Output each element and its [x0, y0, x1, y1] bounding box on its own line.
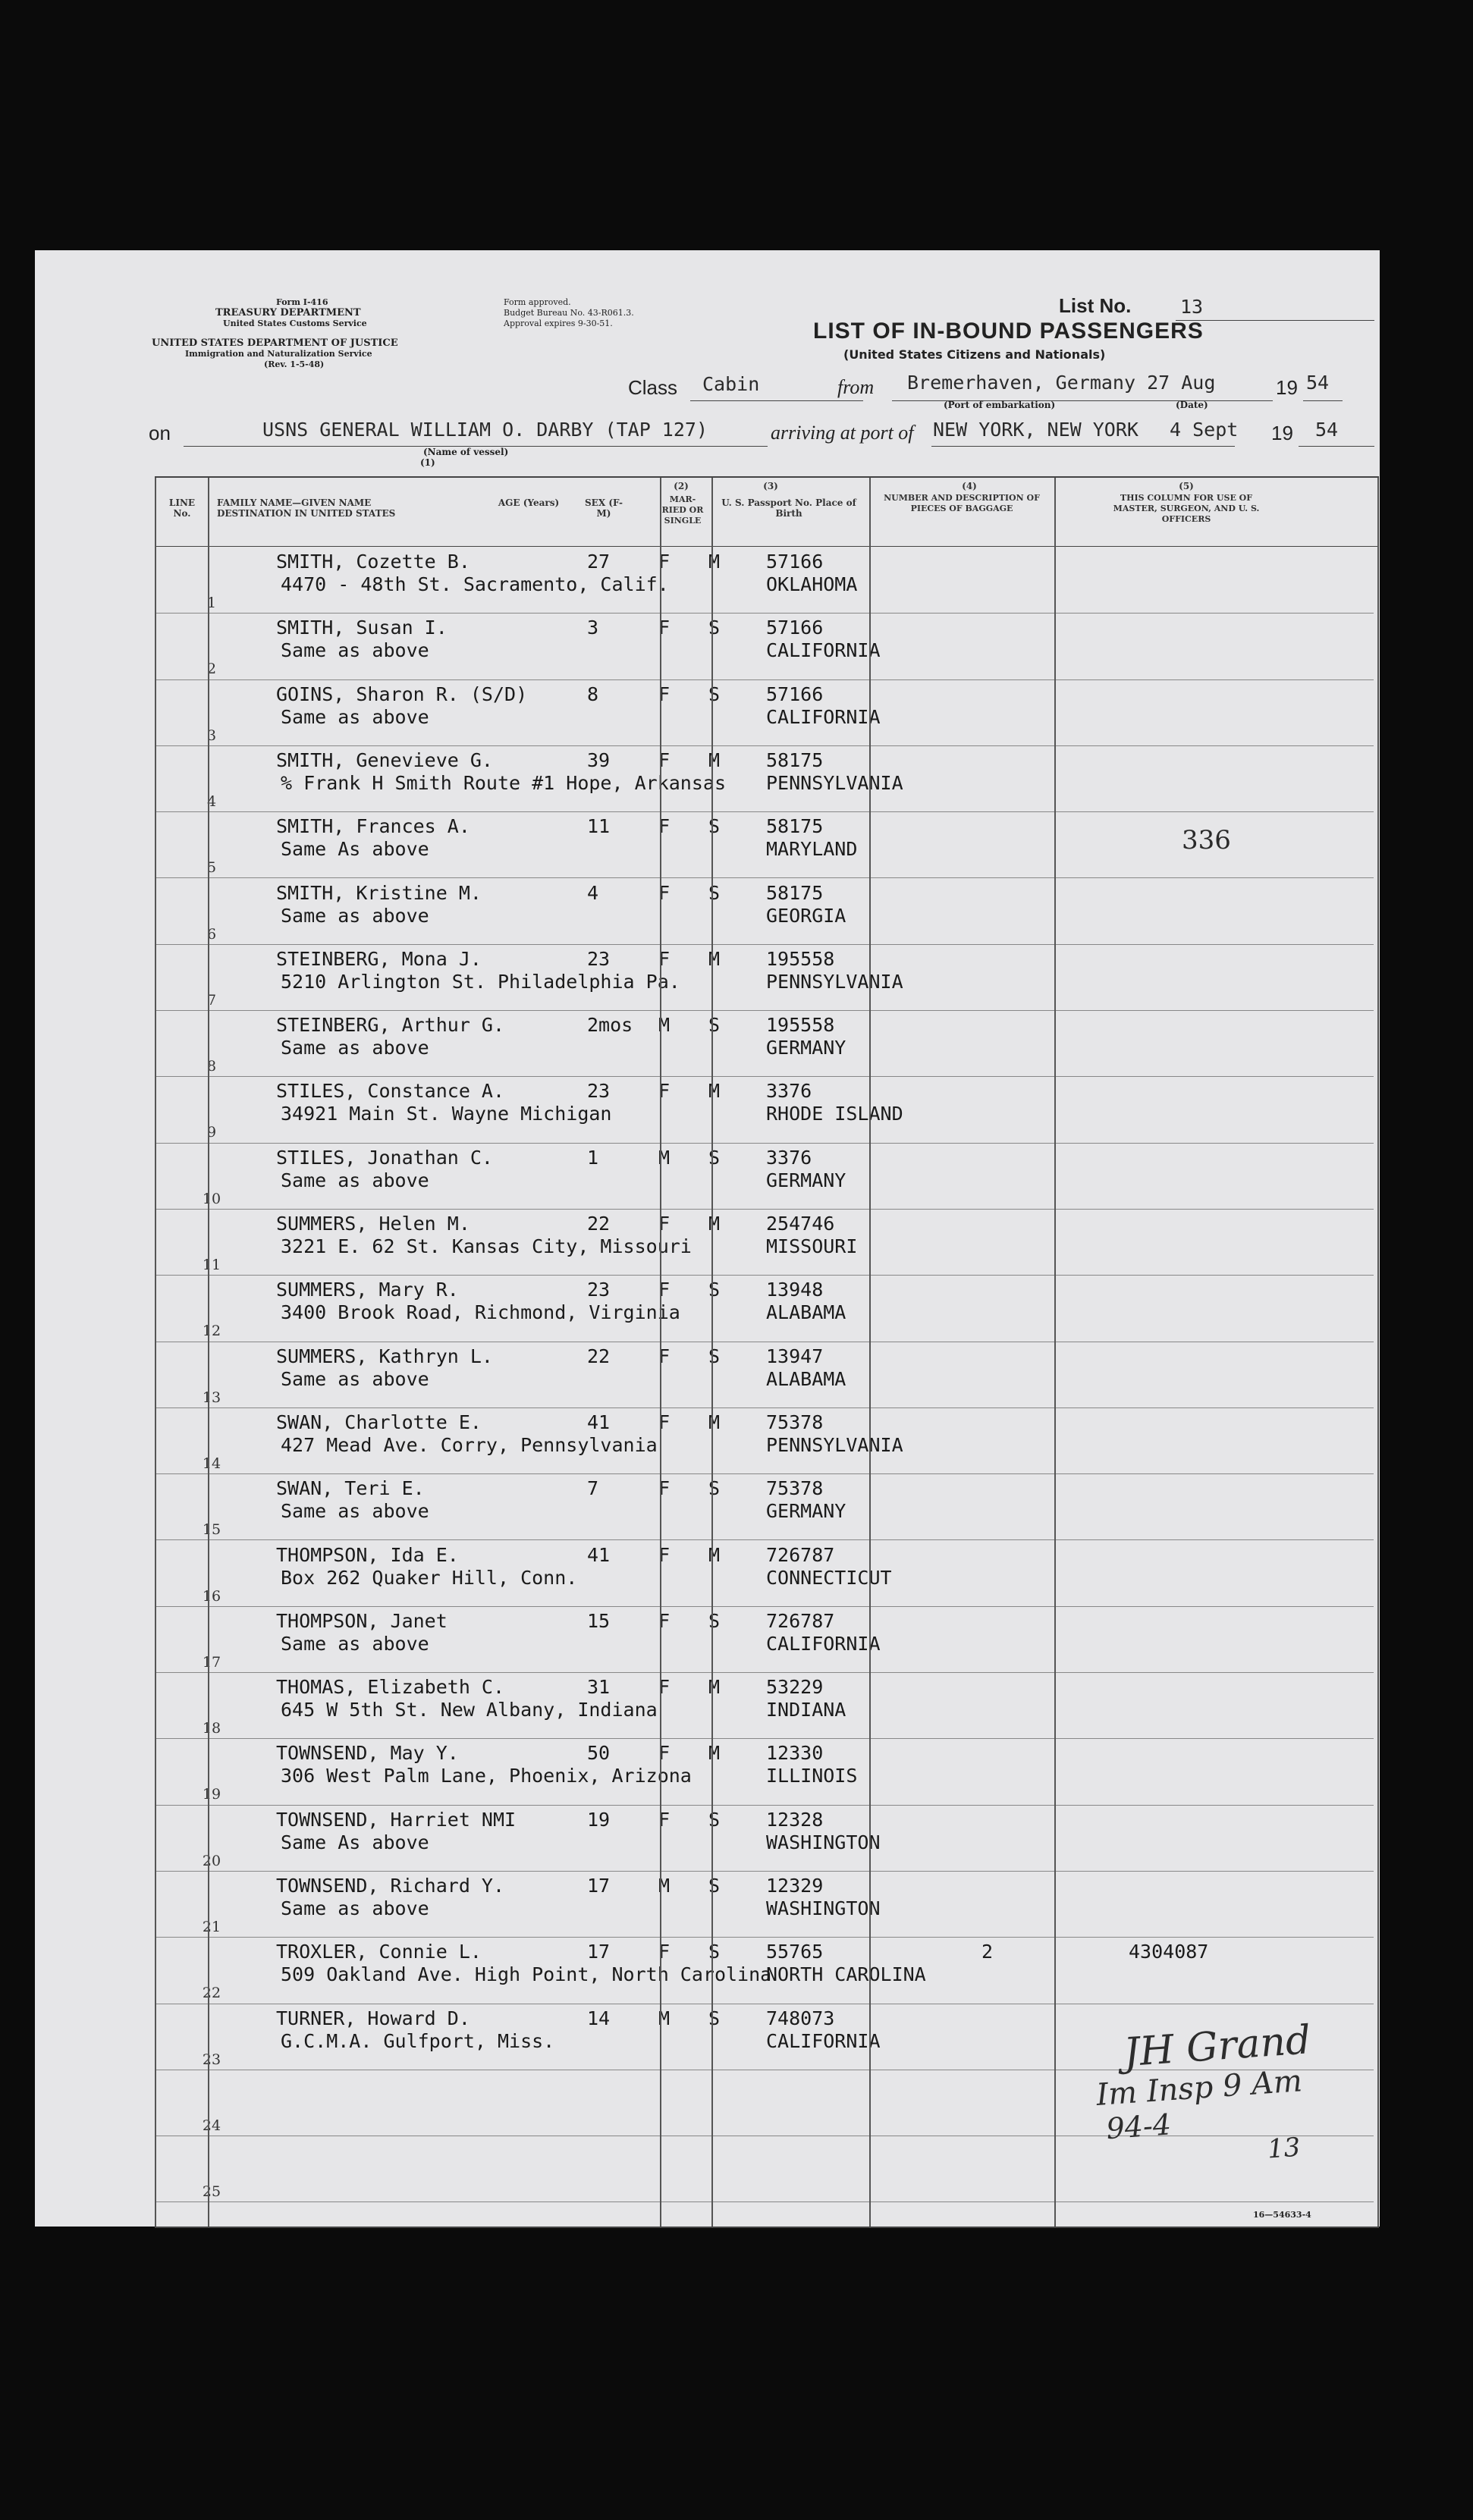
- column-divider: [155, 478, 156, 2227]
- sex: M: [658, 2007, 671, 2029]
- place-of-birth: WASHINGTON: [766, 1831, 881, 1853]
- col-header-line: LINE No.: [168, 497, 196, 519]
- marital-status: S: [708, 2007, 721, 2029]
- marital-status: S: [708, 1477, 721, 1500]
- table-bottom-border: [155, 2227, 1379, 2228]
- column-divider: [1054, 478, 1056, 2227]
- line-number: 16: [202, 1587, 221, 1605]
- place-of-birth: CALIFORNIA: [766, 705, 881, 728]
- passenger-name: THOMPSON, Ida E.: [276, 1543, 459, 1566]
- list-no-label: List No.: [1059, 294, 1132, 317]
- list-number: 13: [1180, 296, 1204, 318]
- age: 23: [587, 947, 611, 970]
- approval-expiry: Approval expires 9-30-51.: [504, 319, 613, 328]
- sex: F: [658, 1609, 671, 1632]
- age: 17: [587, 1875, 611, 1897]
- col-header-name: FAMILY NAME—GIVEN NAME DESTINATION IN UNITED STATES: [217, 497, 396, 519]
- line-number: 9: [206, 1124, 217, 1141]
- column-divider: [711, 478, 713, 2227]
- sex: F: [658, 1808, 671, 1831]
- table-row: [155, 1276, 1374, 1342]
- col-header-passport: U. S. Passport No. Place of Birth: [721, 497, 856, 519]
- destination: 3221 E. 62 St. Kansas City, Missouri: [281, 1235, 692, 1257]
- passenger-name: SMITH, Cozette B.: [276, 551, 470, 573]
- destination: Same as above: [281, 1897, 429, 1919]
- column-divider: [660, 478, 661, 2227]
- place-of-birth: MISSOURI: [766, 1235, 858, 1257]
- place-of-birth: NORTH CAROLINA: [766, 1963, 926, 1986]
- age: 22: [587, 1213, 611, 1235]
- sex: F: [658, 881, 671, 904]
- passenger-name: TOWNSEND, May Y.: [276, 1742, 459, 1765]
- age: 41: [587, 1543, 611, 1566]
- column-divider: [208, 478, 209, 2227]
- age: 19: [587, 1808, 611, 1831]
- officer-column-entry: 4304087: [1129, 1941, 1209, 1963]
- treasury-heading: TREASURY DEPARTMENT: [215, 307, 361, 319]
- arriving-label: arriving at port of: [771, 422, 914, 444]
- marital-status: M: [708, 748, 721, 771]
- table-row: [155, 1408, 1374, 1474]
- age: 3: [587, 617, 599, 639]
- place-of-birth: PENNSYLVANIA: [766, 771, 903, 794]
- table-row: [155, 1938, 1374, 2004]
- passport-number: 53229: [766, 1676, 824, 1699]
- passenger-name: SWAN, Teri E.: [276, 1477, 425, 1500]
- ins-heading: Immigration and Naturalization Service: [185, 349, 372, 359]
- col-header-baggage-num: (4): [962, 481, 977, 491]
- table-row: [155, 1872, 1374, 1938]
- vessel-name: USNS GENERAL WILLIAM O. DARBY (TAP 127): [262, 419, 708, 441]
- marital-status: S: [708, 1279, 721, 1301]
- destination: 306 West Palm Lane, Phoenix, Arizona: [281, 1765, 692, 1787]
- destination: G.C.M.A. Gulfport, Miss.: [281, 2029, 555, 2052]
- signature-number: 13: [1266, 2132, 1302, 2165]
- age: 23: [587, 1080, 611, 1103]
- sex: F: [658, 947, 671, 970]
- place-of-birth: WASHINGTON: [766, 1897, 881, 1919]
- col-header-married: MAR- RIED OR SINGLE: [661, 494, 704, 526]
- destination: Box 262 Quaker Hill, Conn.: [281, 1566, 578, 1589]
- passenger-name: SMITH, Kristine M.: [276, 881, 482, 904]
- class-value: Cabin: [702, 373, 760, 395]
- age: 39: [587, 748, 611, 771]
- customs-heading: United States Customs Service: [223, 319, 367, 328]
- age: 50: [587, 1742, 611, 1765]
- passenger-name: TURNER, Howard D.: [276, 2007, 470, 2029]
- passenger-name: STILES, Constance A.: [276, 1080, 505, 1103]
- passport-number: 55765: [766, 1941, 824, 1963]
- line-number: 11: [202, 1257, 221, 1273]
- passenger-name: THOMPSON, Janet: [276, 1609, 448, 1632]
- marital-status: M: [708, 1676, 721, 1699]
- line-number: 20: [202, 1852, 221, 1869]
- age: 41: [587, 1411, 611, 1433]
- budget-bureau: Budget Bureau No. 43-R061.3.: [504, 308, 634, 318]
- marital-status: S: [708, 1609, 721, 1632]
- passport-number: 3376: [766, 1080, 812, 1103]
- destination: 3400 Brook Road, Richmond, Virginia: [281, 1301, 680, 1324]
- table-row: [155, 1342, 1374, 1408]
- justice-heading: UNITED STATES DEPARTMENT OF JUSTICE: [152, 337, 398, 349]
- table-row: [155, 1673, 1374, 1739]
- arrival-port: NEW YORK, NEW YORK: [933, 419, 1139, 441]
- age: 2mos: [587, 1014, 633, 1037]
- passenger-name: SWAN, Charlotte E.: [276, 1411, 482, 1433]
- destination: 4470 - 48th St. Sacramento, Calif.: [281, 573, 669, 595]
- col-header-officers-num: (5): [1179, 481, 1194, 491]
- passenger-name: SMITH, Genevieve G.: [276, 748, 493, 771]
- baggage-count: 2: [981, 1941, 994, 1963]
- sex: F: [658, 748, 671, 771]
- line-number: 18: [202, 1720, 221, 1737]
- line-number: 14: [202, 1455, 221, 1472]
- vessel-caption: (Name of vessel): [423, 447, 509, 457]
- line-number: 23: [202, 2051, 221, 2068]
- place-of-birth: CALIFORNIA: [766, 2029, 881, 2052]
- passport-number: 58175: [766, 881, 824, 904]
- page-title: LIST OF IN-BOUND PASSENGERS: [813, 319, 1204, 344]
- destination: Same as above: [281, 1632, 429, 1655]
- table-row: [155, 1806, 1374, 1872]
- line-number: 7: [206, 991, 217, 1009]
- place-of-birth: OKLAHOMA: [766, 573, 858, 595]
- line-number: 25: [202, 2183, 221, 2201]
- passport-number: 3376: [766, 1146, 812, 1169]
- table-header-border: [155, 546, 1379, 547]
- arrival-date: 4 Sept: [1170, 419, 1239, 441]
- manifest-sheet: [35, 250, 1380, 2227]
- passenger-name: STEINBERG, Mona J.: [276, 947, 482, 970]
- marital-status: M: [708, 1213, 721, 1235]
- destination: Same As above: [281, 1831, 429, 1853]
- line-number: 10: [202, 1190, 221, 1207]
- sex: M: [658, 1146, 671, 1169]
- table-row: [155, 614, 1374, 679]
- sex: F: [658, 1080, 671, 1103]
- sex: M: [658, 1014, 671, 1037]
- from-label: from: [837, 376, 875, 398]
- table-row: [155, 1144, 1374, 1210]
- sex: F: [658, 1345, 671, 1367]
- age: 14: [587, 2007, 611, 2029]
- destination: 427 Mead Ave. Corry, Pennsylvania: [281, 1433, 658, 1456]
- line-number: 12: [202, 1323, 221, 1340]
- table-row: [155, 1541, 1374, 1607]
- table-row: [155, 1739, 1374, 1805]
- place-of-birth: INDIANA: [766, 1699, 846, 1721]
- table-row: [155, 945, 1374, 1011]
- destination: 645 W 5th St. New Albany, Indiana: [281, 1699, 658, 1721]
- destination: Same as above: [281, 705, 429, 728]
- passenger-name: TOWNSEND, Richard Y.: [276, 1875, 505, 1897]
- age: 17: [587, 1941, 611, 1963]
- sex: M: [658, 1875, 671, 1897]
- passport-number: 726787: [766, 1543, 835, 1566]
- age: 31: [587, 1676, 611, 1699]
- sex: F: [658, 815, 671, 838]
- passport-number: 254746: [766, 1213, 835, 1235]
- form-number: Form I-416: [276, 297, 328, 307]
- form-approved: Form approved.: [504, 297, 571, 307]
- revision: (Rev. 1-5-48): [264, 359, 325, 369]
- place-of-birth: CONNECTICUT: [766, 1566, 892, 1589]
- officer-note-row5: 336: [1182, 825, 1231, 855]
- passport-number: 57166: [766, 617, 824, 639]
- destination: Same as above: [281, 1367, 429, 1390]
- passport-number: 12328: [766, 1808, 824, 1831]
- passport-number: 57166: [766, 551, 824, 573]
- destination: Same as above: [281, 639, 429, 662]
- col-header-age: AGE (Years): [498, 497, 560, 508]
- table-row: [155, 680, 1374, 746]
- passenger-name: GOINS, Sharon R. (S/D): [276, 683, 528, 705]
- passport-number: 58175: [766, 748, 824, 771]
- passenger-name: SUMMERS, Mary R.: [276, 1279, 459, 1301]
- age: 7: [587, 1477, 599, 1500]
- place-of-birth: ILLINOIS: [766, 1765, 858, 1787]
- line-number: 5: [206, 859, 217, 877]
- line-number: 24: [202, 2117, 221, 2134]
- place-of-birth: CALIFORNIA: [766, 639, 881, 662]
- sex: F: [658, 683, 671, 705]
- destination: Same as above: [281, 904, 429, 927]
- place-of-birth: PENNSYLVANIA: [766, 1433, 903, 1456]
- place-of-birth: PENNSYLVANIA: [766, 970, 903, 993]
- passenger-name: SUMMERS, Helen M.: [276, 1213, 470, 1235]
- table-row: [155, 548, 1374, 614]
- place-of-birth: GERMANY: [766, 1500, 846, 1523]
- page-subtitle: (United States Citizens and Nationals): [843, 347, 1106, 362]
- col-header-baggage: NUMBER AND DESCRIPTION OF PIECES OF BAGGAGE: [884, 493, 1040, 513]
- line-number: 1: [206, 595, 217, 611]
- place-of-birth: MARYLAND: [766, 838, 858, 861]
- col-header-sex: SEX (F-M): [585, 497, 623, 519]
- line-number: 2: [206, 661, 217, 678]
- col-header-passport-num: (3): [763, 481, 778, 491]
- passport-number: 75378: [766, 1477, 824, 1500]
- marital-status: S: [708, 881, 721, 904]
- place-of-birth: GEORGIA: [766, 904, 846, 927]
- marital-status: S: [708, 1808, 721, 1831]
- destination: % Frank H Smith Route #1 Hope, Arkansas: [281, 771, 726, 794]
- age: 4: [587, 881, 599, 904]
- port-embark-caption: (Port of embarkation): [944, 400, 1056, 410]
- col-header-married-num: (2): [674, 481, 689, 491]
- marital-status: S: [708, 1146, 721, 1169]
- col-header-officers: THIS COLUMN FOR USE OF MASTER, SURGEON, AND U. S. OFFICERS: [1113, 493, 1260, 524]
- place-of-birth: RHODE ISLAND: [766, 1103, 903, 1125]
- line-number: 3: [206, 727, 217, 744]
- passenger-name: THOMAS, Elizabeth C.: [276, 1676, 505, 1699]
- age: 8: [587, 683, 599, 705]
- table-row: [155, 1011, 1374, 1077]
- place-of-birth: ALABAMA: [766, 1367, 846, 1390]
- place-of-birth: CALIFORNIA: [766, 1632, 881, 1655]
- marital-status: S: [708, 683, 721, 705]
- marital-status: S: [708, 1875, 721, 1897]
- sex: F: [658, 1477, 671, 1500]
- print-code: 16—54633-4: [1253, 2210, 1311, 2220]
- passenger-name: STILES, Jonathan C.: [276, 1146, 493, 1169]
- sex: F: [658, 1411, 671, 1433]
- age: 23: [587, 1279, 611, 1301]
- port-of-embarkation: Bremerhaven, Germany 27 Aug: [907, 372, 1216, 394]
- age: 22: [587, 1345, 611, 1367]
- sex: F: [658, 1941, 671, 1963]
- line-number: 8: [206, 1058, 217, 1075]
- sex: F: [658, 1742, 671, 1765]
- place-of-birth: ALABAMA: [766, 1301, 846, 1324]
- table-row: [155, 1474, 1374, 1540]
- passport-number: 13948: [766, 1279, 824, 1301]
- sex: F: [658, 1213, 671, 1235]
- marital-status: M: [708, 551, 721, 573]
- destination: 34921 Main St. Wayne Michigan: [281, 1103, 612, 1125]
- inspector-signature: [1092, 2017, 1319, 2176]
- column-divider: [869, 478, 871, 2227]
- passport-number: 75378: [766, 1411, 824, 1433]
- column-divider: [1377, 478, 1379, 2227]
- marital-status: S: [708, 1345, 721, 1367]
- vessel-col-number: (1): [420, 457, 435, 468]
- marital-status: S: [708, 617, 721, 639]
- embark-year-prefix: 19: [1276, 376, 1298, 399]
- destination: 509 Oakland Ave. High Point, North Carolina: [281, 1963, 772, 1986]
- line-number: 13: [202, 1389, 221, 1406]
- sex: F: [658, 617, 671, 639]
- passenger-name: SUMMERS, Kathryn L.: [276, 1345, 493, 1367]
- destination: 5210 Arlington St. Philadelphia Pa.: [281, 970, 680, 993]
- destination: Same as above: [281, 1037, 429, 1059]
- passport-number: 58175: [766, 815, 824, 838]
- marital-status: S: [708, 1014, 721, 1037]
- line-number: 15: [202, 1521, 221, 1539]
- table-row: [155, 1607, 1374, 1673]
- signature-name: JH Grand: [1122, 2017, 1313, 2076]
- arrival-year: 54: [1315, 419, 1339, 441]
- table-top-border: [155, 476, 1379, 478]
- passport-number: 57166: [766, 683, 824, 705]
- line-number: 21: [202, 1919, 221, 1935]
- destination: Same As above: [281, 838, 429, 861]
- table-row: [155, 746, 1374, 812]
- passport-number: 13947: [766, 1345, 824, 1367]
- table-row: [155, 1077, 1374, 1143]
- signature-code: 94-4: [1105, 2107, 1173, 2146]
- marital-status: M: [708, 1411, 721, 1433]
- arrival-year-prefix: 19: [1271, 422, 1293, 444]
- line-number: 19: [202, 1786, 221, 1803]
- table-row: [155, 1210, 1374, 1276]
- sex: F: [658, 551, 671, 573]
- class-label: Class: [628, 376, 678, 399]
- date-caption: (Date): [1176, 400, 1208, 410]
- marital-status: M: [708, 1080, 721, 1103]
- age: 1: [587, 1146, 599, 1169]
- passport-number: 12330: [766, 1742, 824, 1765]
- passenger-name: TOWNSEND, Harriet NMI: [276, 1808, 517, 1831]
- place-of-birth: GERMANY: [766, 1037, 846, 1059]
- marital-status: S: [708, 1941, 721, 1963]
- table-row: [155, 879, 1374, 945]
- passenger-name: SMITH, Frances A.: [276, 815, 470, 838]
- embark-year: 54: [1306, 372, 1330, 394]
- marital-status: M: [708, 1742, 721, 1765]
- passenger-name: TROXLER, Connie L.: [276, 1941, 482, 1963]
- destination: Same as above: [281, 1500, 429, 1523]
- passenger-name: SMITH, Susan I.: [276, 617, 448, 639]
- marital-status: S: [708, 815, 721, 838]
- age: 11: [587, 815, 611, 838]
- passport-number: 748073: [766, 2007, 835, 2029]
- line-number: 17: [202, 1653, 221, 1671]
- passenger-name: STEINBERG, Arthur G.: [276, 1014, 505, 1037]
- passport-number: 12329: [766, 1875, 824, 1897]
- line-number: 4: [206, 792, 217, 810]
- destination: Same as above: [281, 1169, 429, 1191]
- sex: F: [658, 1279, 671, 1301]
- passport-number: 195558: [766, 1014, 835, 1037]
- place-of-birth: GERMANY: [766, 1169, 846, 1191]
- sex: F: [658, 1543, 671, 1566]
- marital-status: M: [708, 947, 721, 970]
- age: 15: [587, 1609, 611, 1632]
- line-number: 6: [206, 925, 217, 943]
- passport-number: 726787: [766, 1609, 835, 1632]
- age: 27: [587, 551, 611, 573]
- on-label: on: [149, 422, 171, 444]
- marital-status: M: [708, 1543, 721, 1566]
- signature-title: Im Insp 9 Am: [1095, 2063, 1304, 2113]
- line-number: 22: [202, 1985, 221, 2002]
- sex: F: [658, 1676, 671, 1699]
- passport-number: 195558: [766, 947, 835, 970]
